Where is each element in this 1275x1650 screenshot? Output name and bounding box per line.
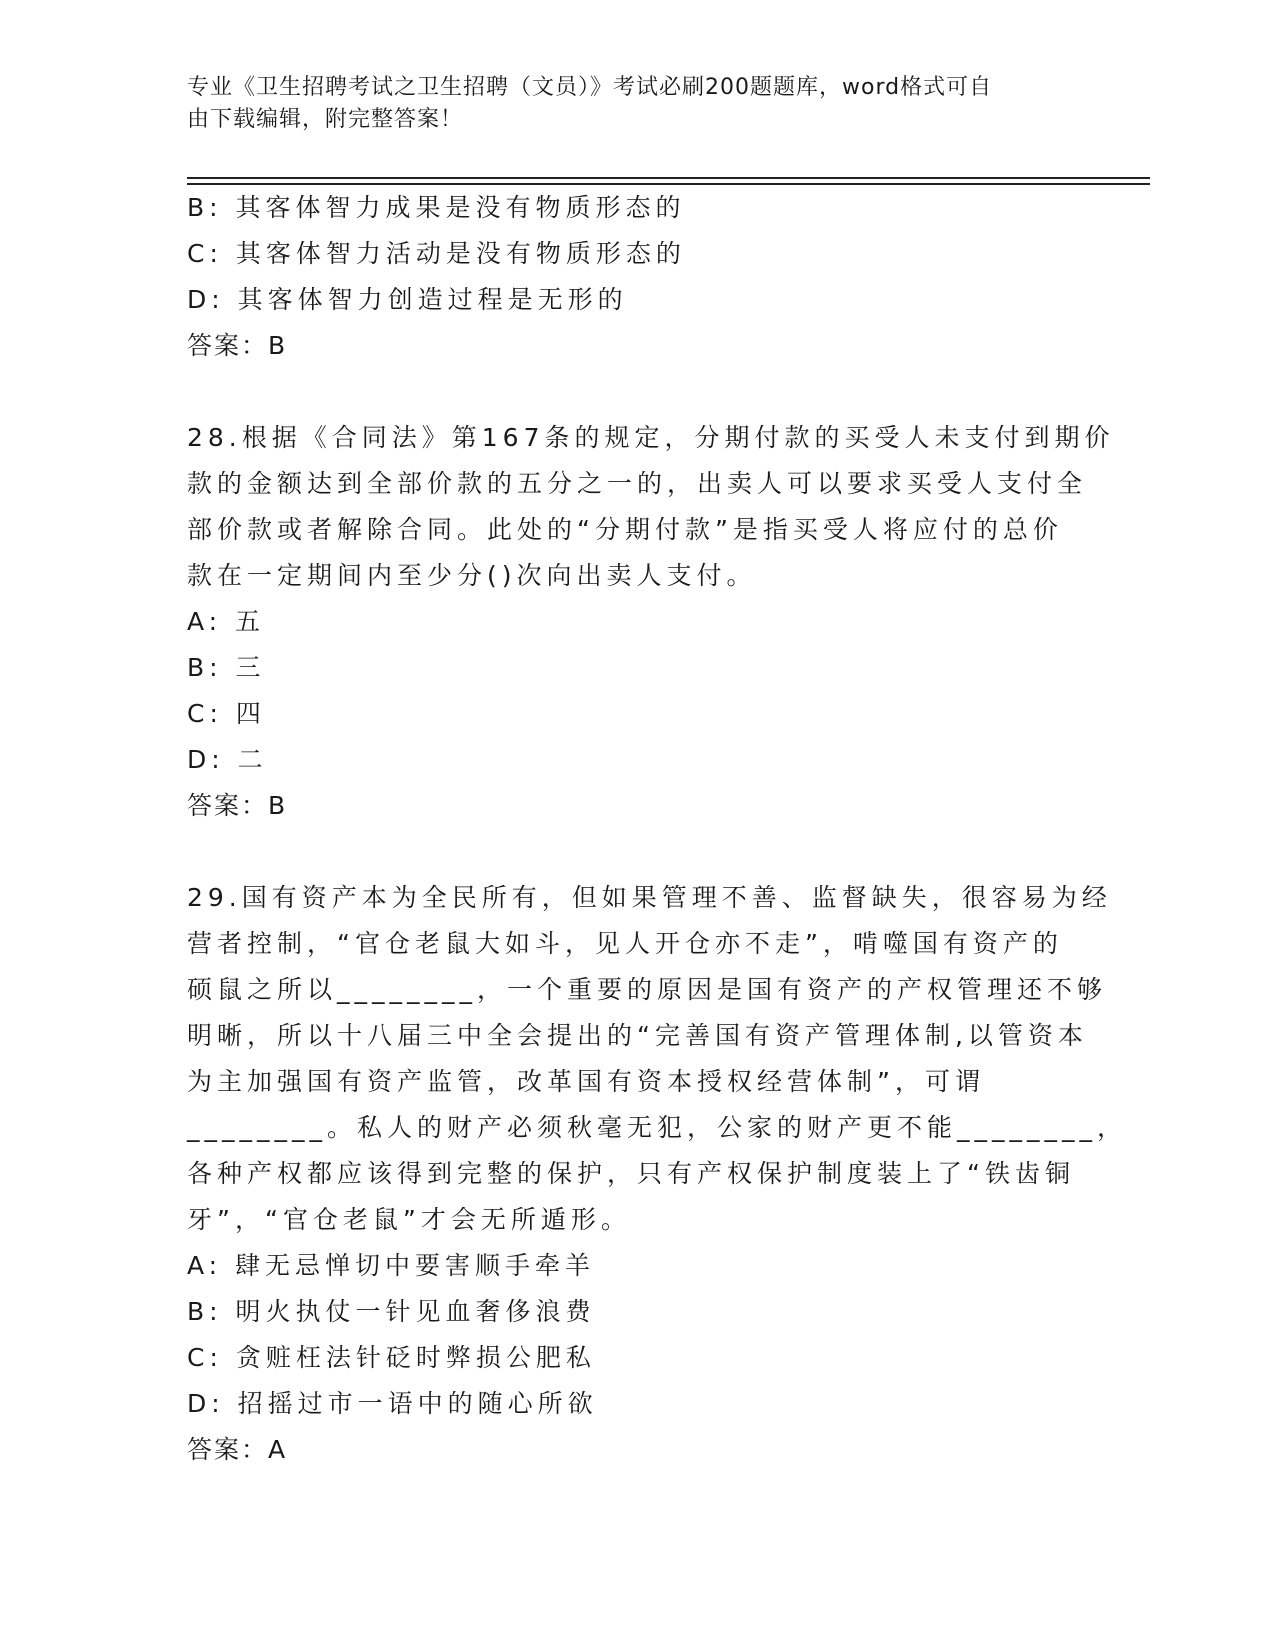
option-d: D: 招摇过市一语中的随心所欲 (187, 1389, 598, 1418)
question-stem-line: 29.国有资产本为全民所有，但如果管理不善、监督缺失，很容易为经 (187, 883, 1112, 912)
option-d: D: 二 (187, 745, 268, 774)
option-b: B: 三 (187, 653, 266, 682)
question-stem-line: ________。私人的财产必须秋毫无犯，公家的财产更不能________， (187, 1113, 1128, 1142)
option-a: A: 五 (187, 607, 266, 636)
question-stem-line: 部价款或者解除合同。此处的“分期付款”是指买受人将应付的总价 (187, 515, 1063, 544)
question-stem-line: 为主加强国有资产监管，改革国有资本授权经营体制”，可谓 (187, 1067, 985, 1096)
question-stem-line: 款的金额达到全部价款的五分之一的，出卖人可以要求买受人支付全 (187, 469, 1088, 498)
question-28 (187, 415, 1115, 829)
header-line-1: 专业《卫生招聘考试之卫生招聘（文员）》考试必刷200题题库，word格式可自 (187, 75, 993, 100)
document-header (187, 72, 1067, 136)
prev-question (187, 185, 1087, 369)
option-a: A: 肆无忌惮切中要害顺手牵羊 (187, 1251, 596, 1280)
option-c: C: 贪赃枉法针砭时弊损公肥私 (187, 1343, 596, 1372)
document-body (187, 185, 1128, 1473)
question-stem-line: 硕鼠之所以________，一个重要的原因是国有资产的产权管理还不够 (187, 975, 1108, 1004)
answer-line: 答案：B (187, 791, 288, 820)
question-stem-line: 牙”，“官仓老鼠”才会无所遁形。 (187, 1205, 631, 1234)
header-rule-top (187, 177, 1150, 179)
option-b: B: 其客体智力成果是没有物质形态的 (187, 193, 686, 222)
question-stem-line: 28.根据《合同法》第167条的规定，分期付款的买受人未支付到期价 (187, 423, 1115, 452)
option-b: B: 明火执仗一针见血奢侈浪费 (187, 1297, 596, 1326)
question-stem-line: 营者控制，“官仓老鼠大如斗，见人开仓亦不走”，啃噬国有资产的 (187, 929, 1063, 958)
question-stem-line: 明晰，所以十八届三中全会提出的“完善国有资产管理体制,以管资本 (187, 1021, 1088, 1050)
header-line-2: 由下载编辑，附完整答案！ (187, 107, 464, 132)
option-c: C: 四 (187, 699, 266, 728)
question-stem-line: 各种产权都应该得到完整的保护，只有产权保护制度装上了“铁齿铜 (187, 1159, 1075, 1188)
answer-line: 答案：A (187, 1435, 288, 1464)
question-stem-line: 款在一定期间内至少分()次向出卖人支付。 (187, 561, 757, 590)
answer-line: 答案：B (187, 331, 288, 360)
question-29 (187, 875, 1128, 1473)
option-c: C: 其客体智力活动是没有物质形态的 (187, 239, 686, 268)
option-d: D: 其客体智力创造过程是无形的 (187, 285, 628, 314)
